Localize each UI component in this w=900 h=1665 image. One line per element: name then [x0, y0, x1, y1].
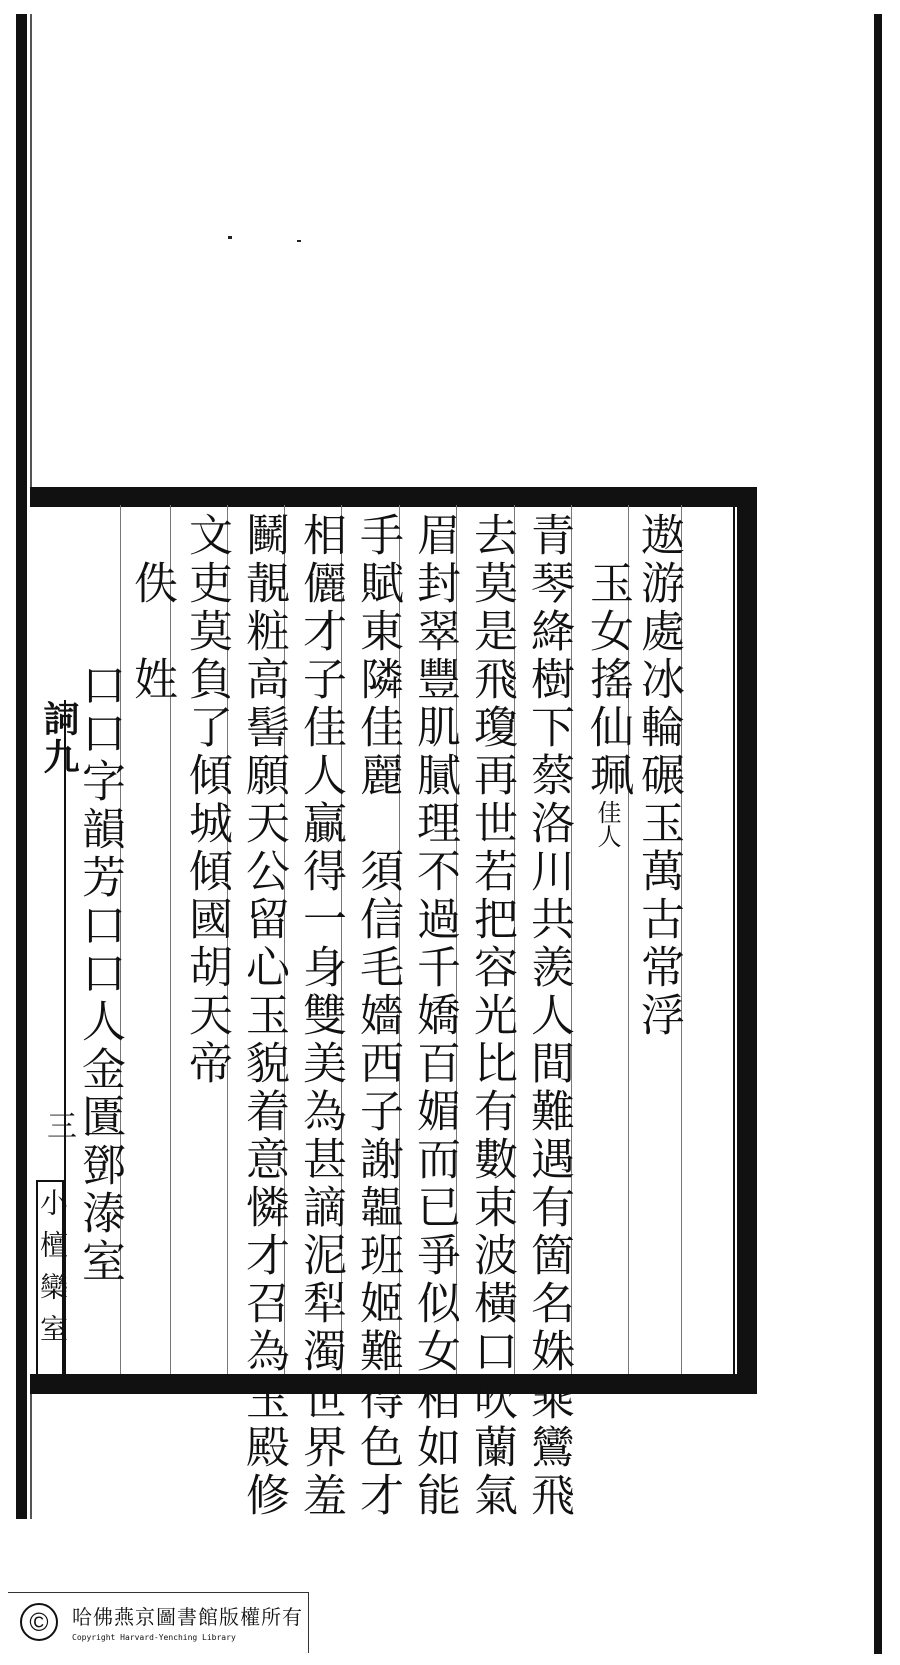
text-column-9: 文吏莫負了傾城傾國胡天帝 — [181, 512, 232, 1088]
text-column-5: 眉封翠豐肌膩理不過千嬌百媚而已爭似女相如能 — [409, 512, 460, 1520]
gutter-page-number: 三 — [41, 1110, 76, 1140]
copyright-chinese: 哈佛燕京圖書館版權所有 — [72, 1605, 303, 1629]
copyright-icon: © — [20, 1603, 58, 1641]
page-edge-right — [874, 14, 882, 1654]
copyright-english: Copyright Harvard-Yenching Library — [72, 1633, 236, 1642]
text-column-8: 鬭靚粧高髻願天公留心玉貌着意憐才召為玉殿修 — [238, 512, 289, 1520]
text-column-2-note: 佳人 — [593, 800, 621, 848]
copyright-stamp — [8, 1592, 309, 1653]
text-column-2: 玉女搖仙珮 — [582, 560, 633, 800]
text-column-7: 相儷才子佳人贏得一身雙美為甚謫泥犁濁世界羞 — [295, 512, 346, 1520]
text-column-11: 口口字韻芳口口人金匱鄧溙室 — [74, 662, 125, 1286]
text-column-2-wrap — [582, 560, 632, 848]
text-column-6: 手賦東隣佳麗 須信毛嬙西子謝韞班姬難得色才 — [352, 512, 403, 1520]
text-column-3: 青琴絳樹下蔡洛川共羨人間難遇有箇名姝乘鸞飛 — [523, 512, 574, 1520]
text-column-1: 遨游處冰輪碾玉萬古常浮 — [633, 512, 684, 1040]
text-column-4: 去莫是飛瓊再世若把容光比有數束波橫口吹蘭氣 — [466, 512, 517, 1520]
text-column-10: 佚 姓 — [126, 560, 177, 704]
page-edge-left — [16, 14, 27, 1519]
ink-speck — [228, 236, 232, 239]
ink-speck — [297, 240, 301, 242]
gutter-title: 詞九 — [38, 700, 80, 776]
gutter-studio-name: 小檀欒室 — [36, 1188, 69, 1356]
